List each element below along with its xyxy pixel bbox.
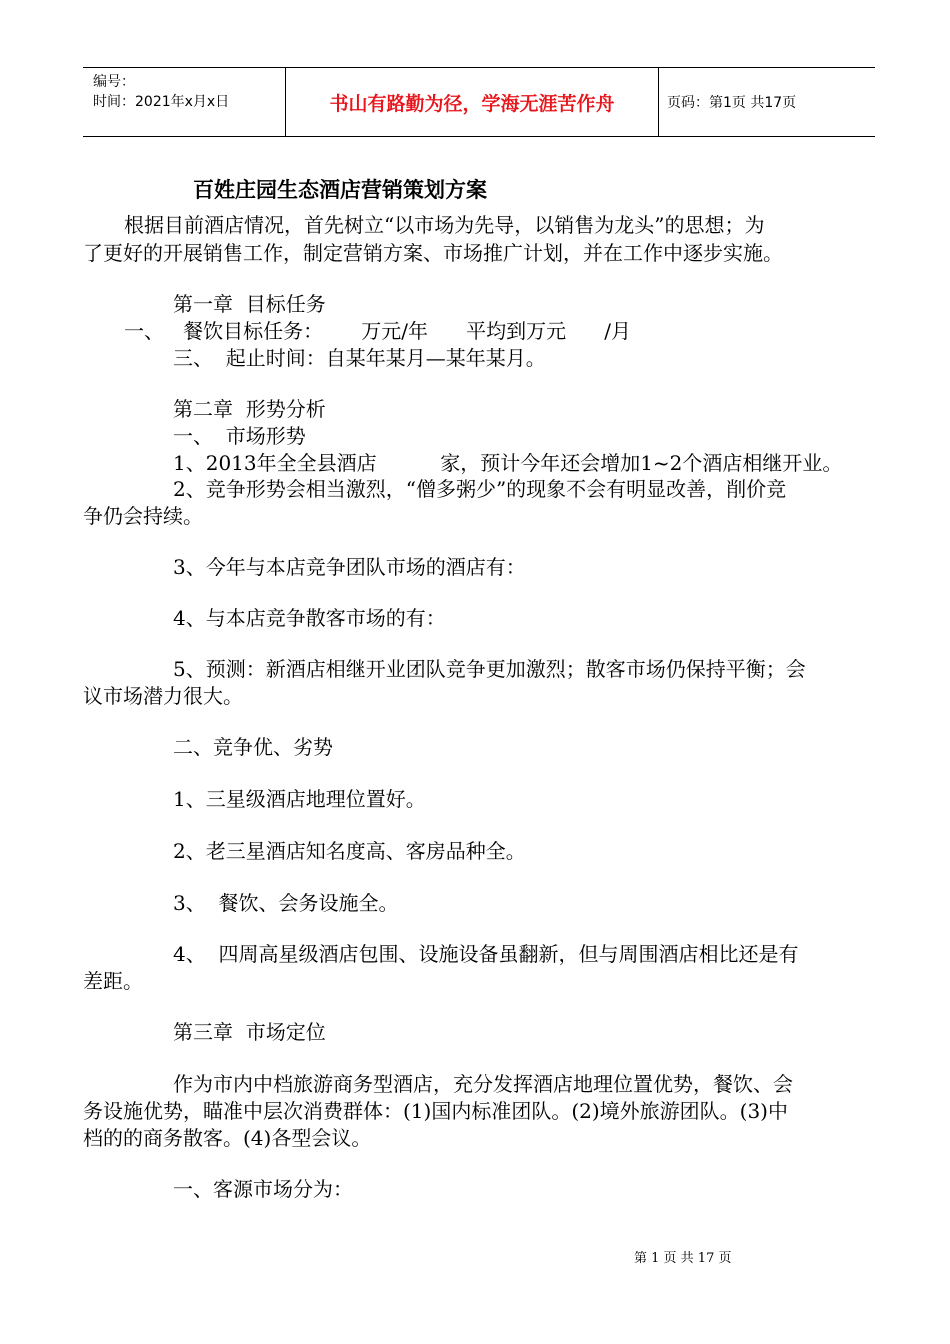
time-label: 时间：2021年x月x日 [93, 94, 230, 110]
body-line: 1、三星级酒店地理位置好。 [173, 787, 426, 811]
page-footer: 第 1 页 共 17 页 [634, 1251, 732, 1266]
body-line: 1、2013年全全县酒店 家，预计今年还会增加1~2个酒店相继开业。 [173, 451, 843, 475]
header-motto: 书山有路勤为径，学海无涯苦作舟 [286, 68, 659, 136]
section-heading: 一、 市场形势 [173, 424, 306, 448]
body-line: 一、 餐饮目标任务： 万元/年 平均到万元 /月 [124, 319, 631, 343]
body-line: 作为市内中档旅游商务型酒店，充分发挥酒店地理位置优势，餐饮、会 [173, 1072, 793, 1096]
body-line: 档的的商务散客。(4)各型会议。 [83, 1126, 372, 1150]
body-line: 4、与本店竞争散客市场的有： [173, 606, 446, 630]
body-line: 5、预测：新酒店相继开业团队竞争更加激烈；散客市场仍保持平衡；会 [173, 657, 806, 681]
body-line: 3、 餐饮、会务设施全。 [173, 891, 399, 915]
chapter-heading: 第三章 市场定位 [173, 1020, 326, 1044]
chapter-heading: 第一章 目标任务 [173, 292, 326, 316]
body-line: 争仍会持续。 [83, 504, 203, 528]
body-line: 2、竞争形势会相当激烈，“僧多粥少”的现象不会有明显改善，削价竞 [173, 477, 787, 501]
body-line: 差距。 [83, 969, 143, 993]
body-line: 4、 四周高星级酒店包围、设施设备虽翻新，但与周围酒店相比还是有 [173, 942, 799, 966]
body-line: 三、 起止时间：自某年某月—某年某月。 [173, 346, 546, 370]
document-title: 百姓庄园生态酒店营销策划方案 [193, 178, 487, 202]
body-line: 2、老三星酒店知名度高、客房品种全。 [173, 839, 526, 863]
section-heading: 一、客源市场分为： [173, 1177, 353, 1201]
body-line: 务设施优势，瞄准中层次消费群体：(1)国内标准团队。(2)境外旅游团队。(3)中 [83, 1099, 788, 1123]
header-page-info: 页码：第1页 共17页 [667, 95, 797, 111]
body-line: 议市场潜力很大。 [83, 684, 243, 708]
header-table [83, 67, 875, 137]
number-label: 编号： [93, 74, 135, 90]
section-heading: 二、竞争优、劣势 [173, 735, 333, 759]
header-meta [83, 68, 286, 136]
body-line: 根据目前酒店情况，首先树立“以市场为先导，以销售为龙头”的思想；为 [124, 213, 765, 237]
chapter-heading: 第二章 形势分析 [173, 397, 326, 421]
body-line: 3、今年与本店竞争团队市场的酒店有： [173, 555, 526, 579]
body-line: 了更好的开展销售工作，制定营销方案、市场推广计划，并在工作中逐步实施。 [83, 241, 783, 265]
